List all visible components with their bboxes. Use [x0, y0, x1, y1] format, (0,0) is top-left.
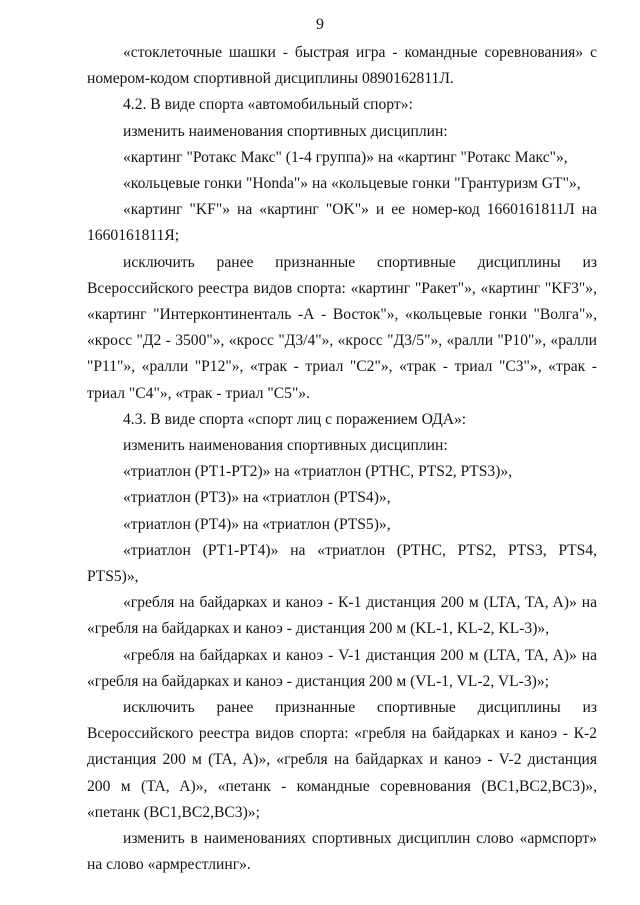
paragraph-4: «картинг "Ротакс Макс" (1-4 группа)» на «картинг "Ротакс Макс"», — [123, 148, 568, 166]
paragraph-16: исключить ранее признанные спортивные дисциплины из Всероссийского реестра видов спорта: «гребля на байдарках и каноэ - К-2 дистанция 200 м (TA, A)», «гребля на байдарках и каноэ - V-2 дистанция 200 м (TA, A)», «петанк - командные соревнования (ВС1,ВС2,ВС3)», «петанк (ВС1,ВС2,ВС3)»; — [87, 699, 597, 821]
document-body — [87, 40, 597, 879]
paragraph-1: «стоклеточные шашки - быстрая игра - командные соревнования» с номером-кодом спортивной дисциплины 0890162811Л. — [87, 44, 597, 88]
paragraph-17: изменить в наименованиях спортивных дисциплин слово «армспорт» на слово «армрестлинг». — [87, 830, 597, 874]
paragraph-14: «гребля на байдарках и каноэ - К-1 дистанция 200 м (LTA, TA, A)» на «гребля на байдарках и каноэ - дистанция 200 м (KL-1, KL-2, KL-3)», — [87, 594, 597, 638]
paragraph-9: изменить наименования спортивных дисциплин: — [123, 437, 448, 455]
paragraph-3: изменить наименования спортивных дисциплин: — [123, 122, 448, 140]
section-4-3-heading: 4.3. В виде спорта «спорт лиц с поражением ОДА»: — [123, 410, 467, 428]
paragraph-6: «картинг "KF"» на «картинг "OK"» и ее номер-код 1660161811Л на 1660161811Я; — [87, 201, 597, 245]
section-4-2-heading: 4.2. В виде спорта «автомобильный спорт»: — [123, 96, 413, 114]
paragraph-12: «триатлон (РТ4)» на «триатлон (PTS5)», — [123, 515, 391, 533]
paragraph-10: «триатлон (РТ1-РТ2)» на «триатлон (PTHC, PTS2, PTS3)», — [123, 463, 513, 481]
paragraph-5: «кольцевые гонки "Honda"» на «кольцевые гонки "Грантуризм GT"», — [123, 175, 581, 193]
page-number: 9 — [316, 16, 324, 33]
paragraph-13: «триатлон (РТ1-РТ4)» на «триатлон (PTHC, PTS2, PTS3, PTS4, PTS5)», — [87, 541, 597, 586]
paragraph-11: «триатлон (РТ3)» на «триатлон (PTS4)», — [123, 489, 391, 507]
paragraph-15: «гребля на байдарках и каноэ - V-1 дистанция 200 м (LTA, TA, A)» на «гребля на байдарках и каноэ - дистанция 200 м (VL-1, VL-2, VL-3)»; — [87, 646, 597, 690]
paragraph-7: исключить ранее признанные спортивные дисциплины из Всероссийского реестра видов спорта: «картинг "Ракет"», «картинг "KF3"», «картинг "Интерконтиненталь -А - Восток"», «кольцевые гонки "Волга"», «кросс "Д2 - 3500"», «кросс "Д3/4"», «кросс "Д3/5"», «ралли "Р10"», «ралли "Р11"», «ралли "Р12"», «трак - триал "С2"», «трак - триал "С3"», «трак - триал "С4"», «трак - триал "С5"». — [87, 253, 597, 402]
